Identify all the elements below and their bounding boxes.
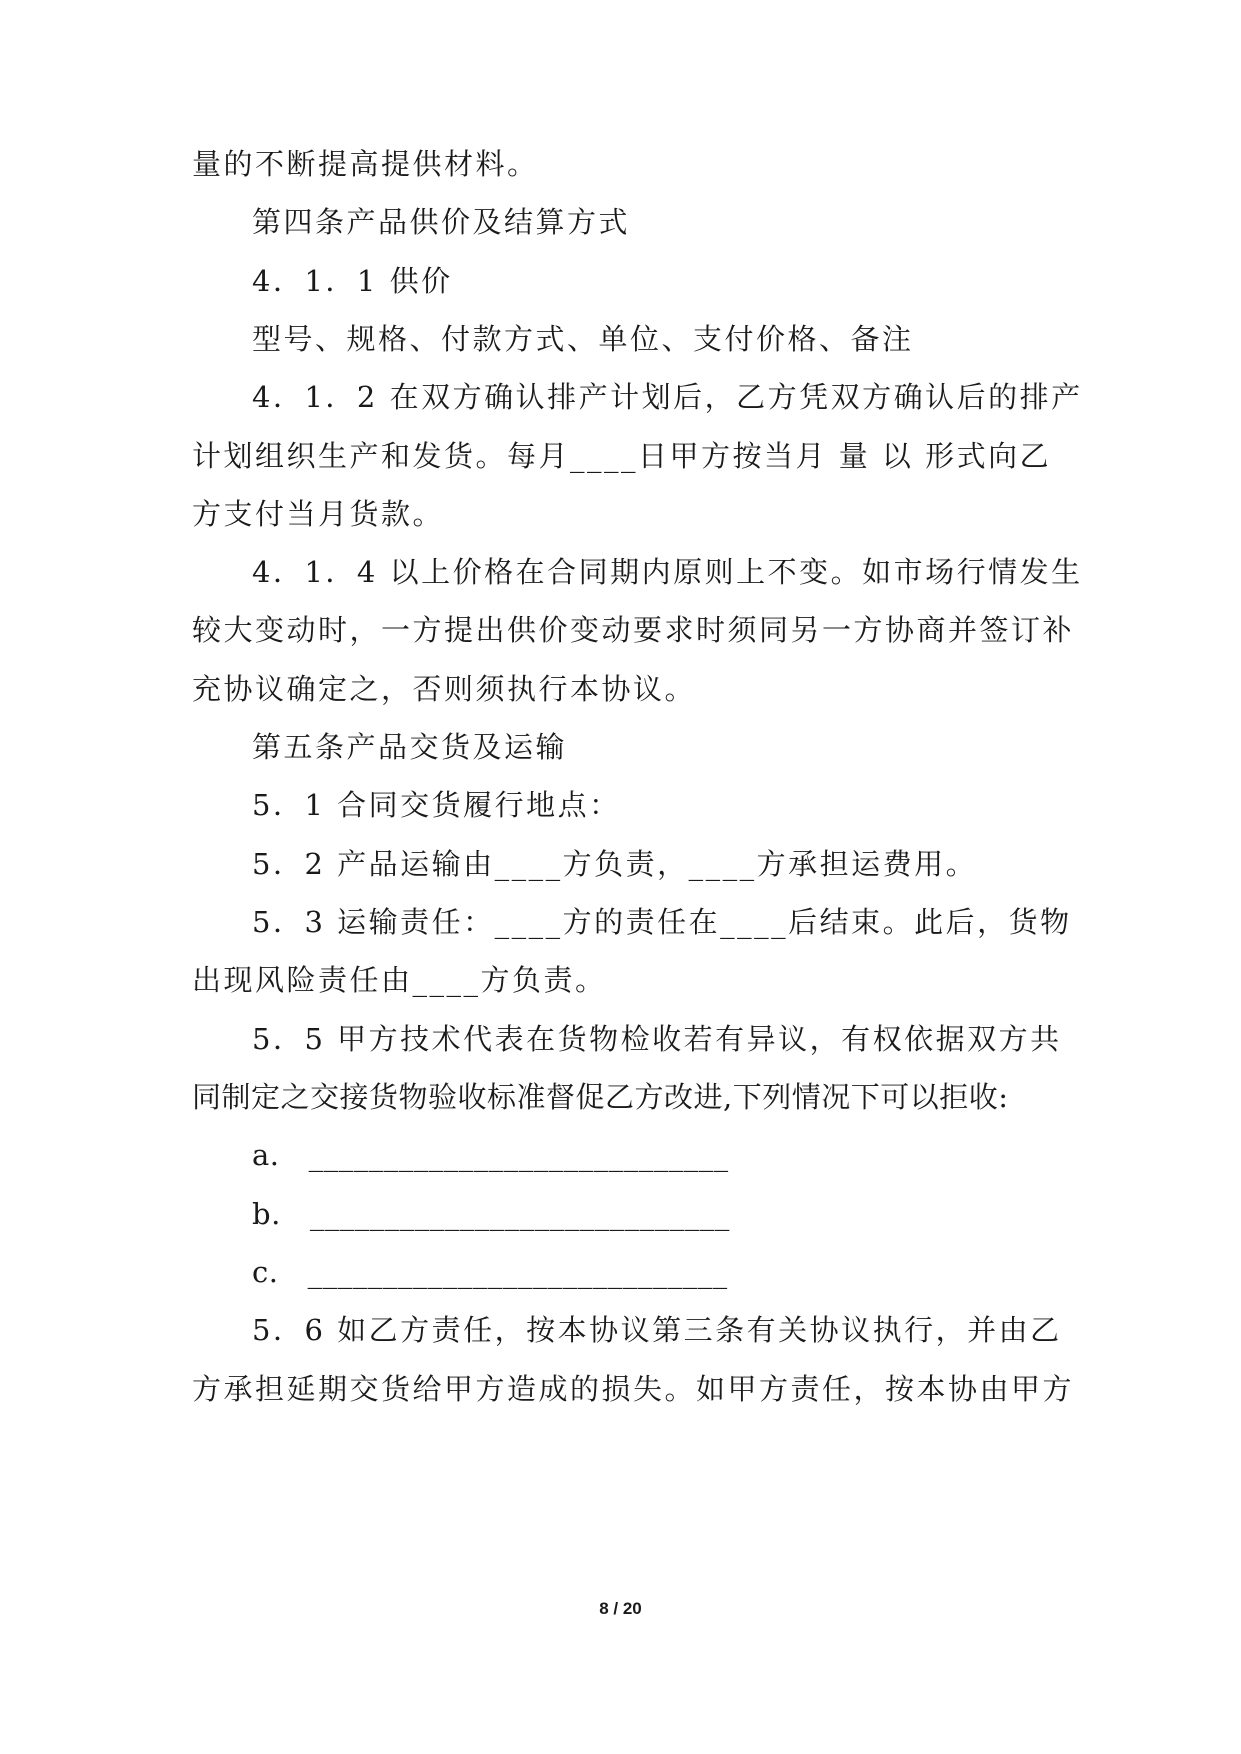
- list-item: c. ____________________________: [252, 1255, 728, 1289]
- paragraph-line: 方支付当月货款。: [192, 497, 445, 531]
- paragraph-line: 5．5 甲方技术代表在货物检收若有异议，有权依据双方共: [252, 1022, 1062, 1056]
- paragraph-line: 4．1．2 在双方确认排产计划后，乙方凭双方确认后的排产: [252, 380, 1083, 414]
- paragraph-line: 5．1 合同交货履行地点：: [252, 788, 621, 822]
- paragraph-line: 5．6 如乙方责任，按本协议第三条有关协议执行，并由乙: [252, 1313, 1062, 1347]
- paragraph-line: 型号、规格、付款方式、单位、支付价格、备注: [252, 322, 914, 356]
- clause-heading: 4．1．1 供价: [252, 264, 453, 298]
- paragraph-line: 量的不断提高提供材料。: [192, 147, 539, 181]
- list-item: b. ____________________________: [252, 1197, 730, 1231]
- paragraph-line: 出现风险责任由____方负责。: [192, 963, 607, 997]
- paragraph-line: 同制定之交接货物验收标准督促乙方改进,下列情况下可以拒收:: [192, 1080, 1009, 1114]
- paragraph-line: 5．2 产品运输由____方负责，____方承担运费用。: [252, 847, 978, 881]
- list-item: a. ____________________________: [252, 1138, 729, 1172]
- paragraph-line: 充协议确定之，否则须执行本协议。: [192, 672, 697, 706]
- paragraph-line: 4．1．4 以上价格在合同期内原则上不变。如市场行情发生: [252, 555, 1083, 589]
- paragraph-line: 方承担延期交货给甲方造成的损失。如甲方责任，按本协由甲方: [192, 1372, 1075, 1406]
- section-heading: 第四条产品供价及结算方式: [252, 205, 631, 239]
- page-number: 8 / 20: [599, 1599, 642, 1618]
- section-heading: 第五条产品交货及运输: [252, 730, 568, 764]
- paragraph-line: 较大变动时，一方提出供价变动要求时须同另一方协商并签订补: [192, 613, 1075, 647]
- paragraph-line: 5．3 运输责任：____方的责任在____后结束。此后，货物: [252, 905, 1072, 939]
- paragraph-line: 计划组织生产和发货。每月____日甲方按当月 量 以 形式向乙: [192, 439, 1052, 473]
